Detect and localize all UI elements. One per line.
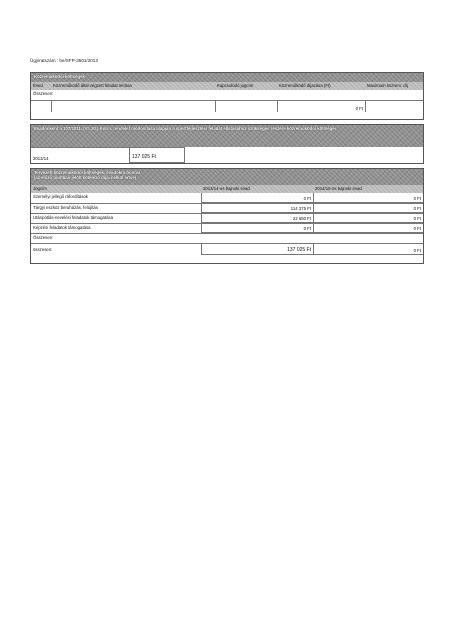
total-cell-a [201, 244, 313, 255]
section-title: Évadonként a 107/2011. (VI. 30.) Korm. rendelet módosítása alapján a sportfejlesztési feladat ellátásához szükséges részére közreműködői költségei [31, 125, 423, 147]
row-value-b: 0 Ft [413, 206, 421, 211]
section-title-line2: (az előző pontban jelölt kötelező díjai nélkül értve) [34, 175, 137, 180]
row-value-a: 0 Ft [303, 196, 311, 201]
row-label: Tárgyi eszköz beruházás, felújítás [33, 205, 98, 210]
season-year-cell [31, 147, 129, 163]
section-title-line1: Tervezett közreműködői költségek, évadokra bontva [34, 170, 141, 175]
divider [365, 101, 366, 112]
season-row [31, 147, 423, 163]
row-value-b: 0 Ft [413, 216, 421, 221]
row-value-a: 0 Ft [303, 226, 311, 231]
total-label-row [31, 90, 423, 100]
total-value-a: 137 025 Ft [287, 247, 311, 253]
value-cell-b [313, 193, 423, 203]
row-label: Személyi jellegű ráfordítások [33, 194, 88, 199]
value-cell-b [313, 224, 423, 233]
col-header-category: Jogcím [33, 186, 47, 191]
total-cell [277, 101, 365, 112]
total-value-b: 0 Ft [413, 248, 421, 253]
value-cell-a [201, 204, 313, 213]
total-row [31, 243, 423, 255]
total-cell-b [313, 244, 423, 255]
section-planned-costs [30, 168, 424, 264]
col-header-fee: Közreműködő díjazása (Ft) [279, 83, 331, 88]
col-header-season-b: 2014/15-ös bajnoki évad [315, 186, 362, 191]
reference-number: Ügyiratszám : be/SFP-3501/2013 [30, 58, 98, 63]
col-header-season-a: 2013/14-es bajnoki évad [203, 186, 250, 191]
table-row [31, 213, 423, 223]
value-cell-a [201, 193, 313, 203]
value-cell-a [201, 214, 313, 223]
row-label: Képzési feladatok támogatása [33, 225, 91, 230]
col-header-max-fee: Maximum közrem. díj [367, 83, 408, 88]
row-value-b: 0 Ft [413, 196, 421, 201]
season-amount: 137 025 Ft [132, 154, 156, 160]
row-value-b: 0 Ft [413, 226, 421, 231]
subtotal-row [31, 233, 423, 243]
col-header-category: Kapcsolódó jogcím [217, 83, 254, 88]
value-cell-b [313, 204, 423, 213]
section-contributor-costs [30, 72, 424, 120]
total-label: Összesen: [33, 91, 54, 96]
col-header-task: Közreműködő által végzett feladat leírása [53, 83, 132, 88]
season-amount-cell [129, 147, 185, 163]
total-value: 0 Ft [355, 106, 363, 111]
value-cell-b [313, 214, 423, 223]
table-row [31, 193, 423, 203]
total-row [31, 100, 423, 112]
col-header-year: Éved [33, 83, 43, 88]
row-label: Utánpótlás-nevelési feladatok támogatása [33, 215, 114, 220]
section-title: Közreműködői költségek [31, 73, 423, 82]
section-season-costs [30, 124, 424, 164]
row-value-a: 22 650 Ft [292, 216, 311, 221]
season-year: 2013/14 [33, 156, 49, 161]
total-label: összesen: [33, 247, 53, 252]
divider [215, 101, 216, 112]
column-headers [31, 82, 423, 90]
table-row [31, 203, 423, 213]
value-cell-a [201, 224, 313, 233]
subtotal-label: Összesen: [33, 235, 54, 240]
table-row [31, 223, 423, 233]
row-value-a: 114 375 Ft [290, 206, 311, 211]
section-title [31, 169, 423, 185]
divider [51, 101, 52, 112]
column-headers [31, 185, 423, 193]
